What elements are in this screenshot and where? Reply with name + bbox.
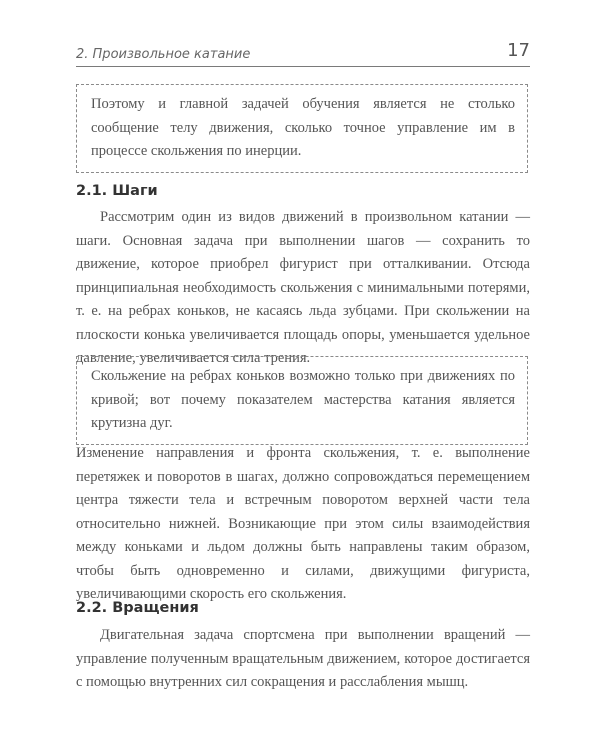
highlight-box-1 bbox=[76, 84, 528, 173]
paragraph-spins-1: Двигательная задача спортсмена при выполнении вращений — управление полученным вращательным движением, которое достигается с помощью внутренних сил сокращения и расслабления мышц. bbox=[76, 627, 530, 690]
paragraph-steps-2: Изменение направления и фронта скольжения, т. е. выполнение перетяжек и поворотов в шагах, должно сопровождаться перемещением центра тяжести тела и встречным поворотом верхней части тела относительно нижней. Возникающие при этом силы взаимодействия между коньками и льдом должны быть направлены таким образом, чтобы быть одновременно и силами, движущими фигуриста, увеличивающими скорость его скольжения. bbox=[76, 445, 530, 602]
box2-text: Скольжение на ребрах коньков возможно только при движениях по кривой; вот почему показателем мастерства катания является крутизна дуг. bbox=[91, 368, 515, 431]
section-heading-spins: 2.2. Вращения bbox=[76, 600, 199, 616]
box1-text: Поэтому и главной задачей обучения является не столько сообщение телу движения, сколько точное управление им в процессе скольжения по инерции. bbox=[91, 96, 515, 159]
page-header bbox=[76, 42, 530, 67]
page-number: 17 bbox=[507, 40, 530, 61]
running-title: 2. Произвольное катание bbox=[76, 47, 251, 62]
highlight-box-2 bbox=[76, 356, 528, 445]
paragraph-steps-1: Рассмотрим один из видов движений в произвольном катании — шаги. Основная задача при выполнении шагов — сохранить то движение, которое приобрел фигурист при отталкивании. Отсюда принципиальная необходимость скольжения с минимальными потерями, т. е. на ребрах коньков, не касаясь льда зубцами. При скольжении на плоскости конька увеличивается площадь опоры, уменьшается удельное давление, увеличивается сила трения. bbox=[76, 209, 530, 366]
section-heading-steps: 2.1. Шаги bbox=[76, 183, 158, 199]
